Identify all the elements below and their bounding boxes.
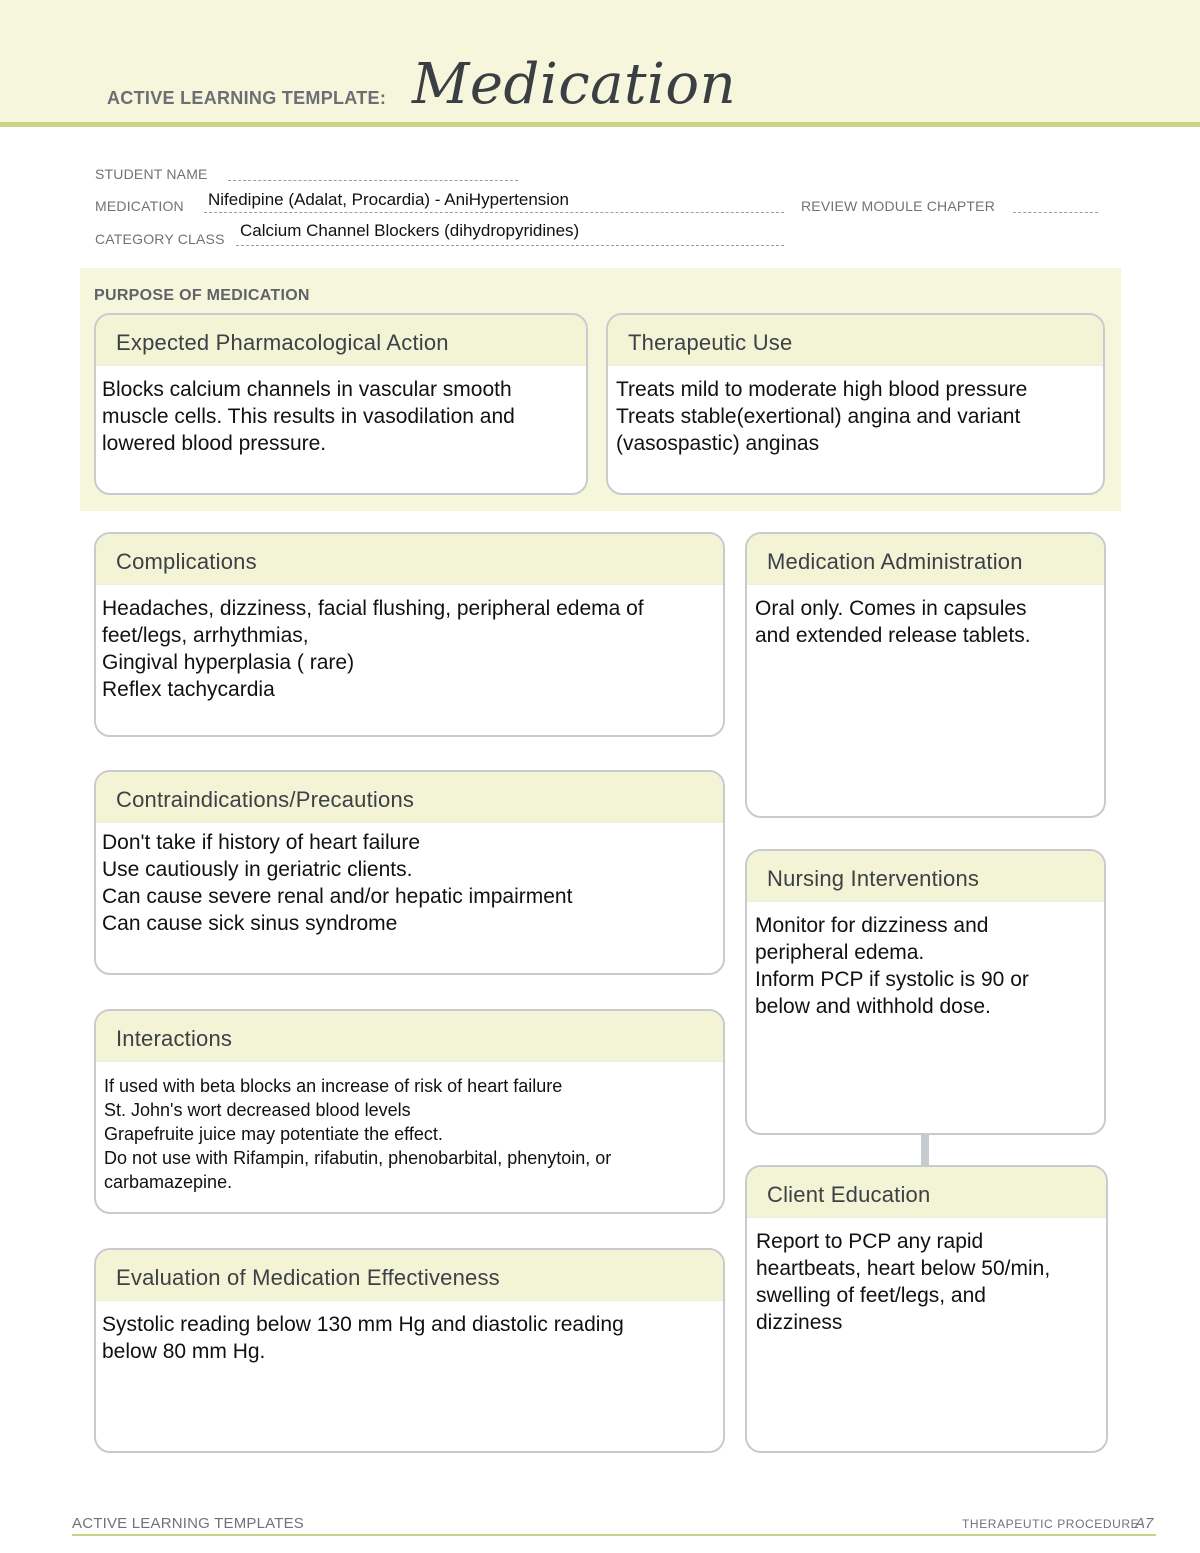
interactions-card	[94, 1009, 725, 1214]
header-rule	[0, 122, 1200, 127]
evaluation-card	[94, 1248, 725, 1453]
therapeutic-use-title: Therapeutic Use	[608, 315, 1103, 366]
footer-left: ACTIVE LEARNING TEMPLATES	[72, 1515, 304, 1532]
client-education-body[interactable]	[747, 1218, 1106, 1336]
text-line: dizziness	[756, 1311, 843, 1334]
text-line: and extended release tablets.	[755, 624, 1031, 647]
complications-card	[94, 532, 725, 737]
evaluation-title: Evaluation of Medication Effectiveness	[96, 1250, 723, 1301]
interactions-title: Interactions	[96, 1011, 723, 1062]
text-line: Don't take if history of heart failure	[102, 831, 420, 854]
text-line: Can cause severe renal and/or hepatic impairment	[102, 885, 573, 908]
template-title: Medication	[412, 52, 737, 117]
medication-value[interactable]: Nifedipine (Adalat, Procardia) - AniHypertension	[208, 190, 569, 209]
text-line: carbamazepine.	[104, 1172, 233, 1192]
expected-action-body[interactable]	[96, 366, 586, 457]
medication-administration-body[interactable]	[747, 585, 1104, 649]
text-line: St. John's wort decreased blood levels	[104, 1100, 411, 1120]
footer-right: THERAPEUTIC PROCEDURE	[962, 1517, 1140, 1531]
therapeutic-use-body[interactable]	[608, 366, 1103, 457]
text-line: (vasospastic) anginas	[616, 432, 820, 455]
text-line: If used with beta blocks an increase of risk of heart failure	[104, 1076, 563, 1096]
student-name-line[interactable]	[228, 180, 518, 181]
page-number: A7	[1135, 1515, 1154, 1532]
contraindications-title: Contraindications/Precautions	[96, 772, 723, 823]
category-class-value[interactable]: Calcium Channel Blockers (dihydropyridines)	[240, 221, 580, 240]
text-line: swelling of feet/legs, and	[756, 1284, 986, 1307]
text-line: Use cautiously in geriatric clients.	[102, 858, 413, 881]
text-line: Report to PCP any rapid	[756, 1230, 984, 1253]
therapeutic-use-card	[606, 313, 1105, 495]
evaluation-body[interactable]	[96, 1301, 723, 1365]
student-name-label: STUDENT NAME	[95, 166, 208, 182]
text-line: Inform PCP if systolic is 90 or	[755, 968, 1029, 991]
complications-body[interactable]	[96, 585, 723, 703]
contraindications-body[interactable]	[96, 823, 723, 937]
text-line: lowered blood pressure.	[102, 432, 327, 455]
category-class-line	[236, 245, 784, 246]
text-line: Do not use with Rifampin, rifabutin, phenobarbital, phenytoin, or	[104, 1148, 612, 1168]
text-line: Headaches, dizziness, facial flushing, peripheral edema of	[102, 597, 644, 620]
client-education-card	[745, 1165, 1108, 1453]
template-label: ACTIVE LEARNING TEMPLATE:	[107, 88, 387, 108]
card-connector	[921, 1135, 929, 1165]
client-education-title: Client Education	[747, 1167, 1106, 1218]
text-line: Systolic reading below 130 mm Hg and diastolic reading	[102, 1313, 624, 1336]
text-line: peripheral edema.	[755, 941, 925, 964]
text-line: below 80 mm Hg.	[102, 1340, 266, 1363]
text-line: below and withhold dose.	[755, 995, 991, 1018]
expected-action-title: Expected Pharmacological Action	[96, 315, 586, 366]
category-class-label: CATEGORY CLASS	[95, 231, 225, 247]
nursing-interventions-card	[745, 849, 1106, 1135]
complications-title: Complications	[96, 534, 723, 585]
review-module-line[interactable]	[1013, 212, 1098, 213]
text-line: heartbeats, heart below 50/min,	[756, 1257, 1051, 1280]
text-line: Gingival hyperplasia ( rare)	[102, 651, 355, 674]
contraindications-card	[94, 770, 725, 975]
footer-rule	[72, 1534, 1156, 1536]
medication-line	[204, 212, 784, 213]
purpose-title: PURPOSE OF MEDICATION	[94, 287, 310, 304]
text-line: Reflex tachycardia	[102, 678, 275, 701]
text-line: Monitor for dizziness and	[755, 914, 989, 937]
text-line: Treats stable(exertional) angina and variant	[616, 405, 1021, 428]
expected-action-card	[94, 313, 588, 495]
interactions-body[interactable]	[96, 1062, 723, 1194]
text-line: muscle cells. This results in vasodilation and	[102, 405, 515, 428]
medication-administration-title: Medication Administration	[747, 534, 1104, 585]
text-line: Blocks calcium channels in vascular smooth	[102, 378, 512, 401]
nursing-interventions-title: Nursing Interventions	[747, 851, 1104, 902]
text-line: Grapefruite juice may potentiate the effect.	[104, 1124, 443, 1144]
medication-administration-card	[745, 532, 1106, 818]
text-line: feet/legs, arrhythmias,	[102, 624, 309, 647]
nursing-interventions-body[interactable]	[747, 902, 1104, 1020]
review-module-label: REVIEW MODULE CHAPTER	[801, 198, 995, 214]
medication-label: MEDICATION	[95, 198, 184, 214]
text-line: Treats mild to moderate high blood pressure	[616, 378, 1028, 401]
text-line: Oral only. Comes in capsules	[755, 597, 1027, 620]
text-line: Can cause sick sinus syndrome	[102, 912, 398, 935]
